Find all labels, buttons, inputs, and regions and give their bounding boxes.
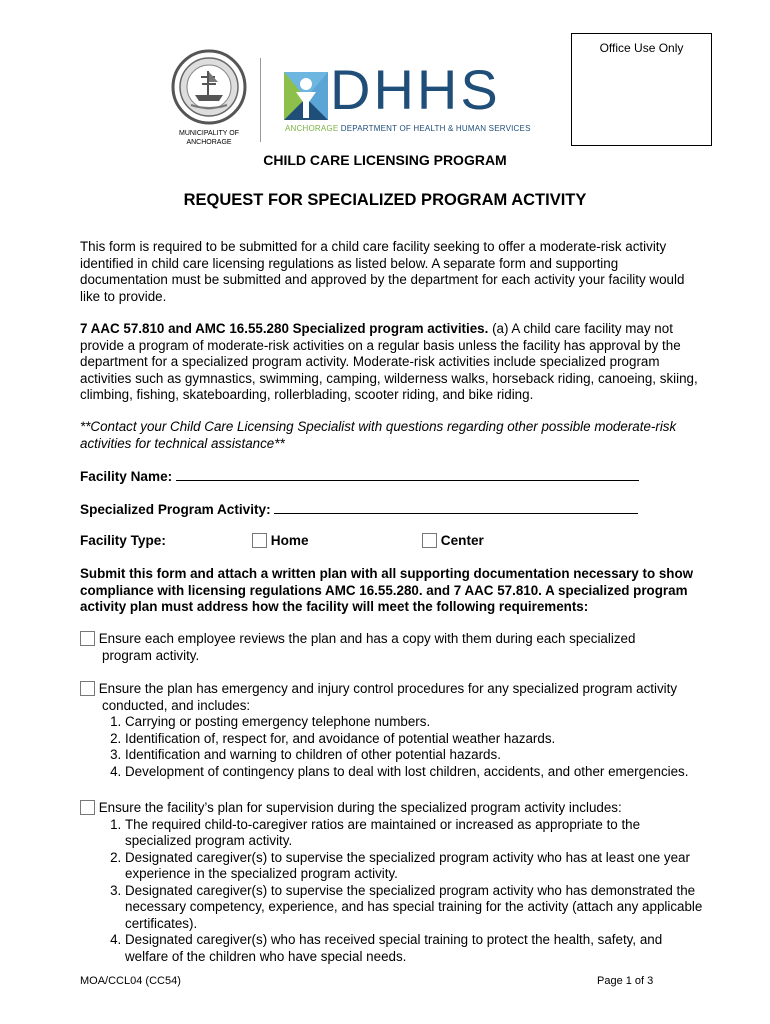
form-title: REQUEST FOR SPECIALIZED PROGRAM ACTIVITY [183,191,587,209]
type-home-checkbox[interactable] [252,533,267,548]
requirement-1-text-cont: program activity. [102,647,200,663]
dhhs-subtitle [285,124,531,133]
type-home-label: Home [270,533,309,548]
activity-label: Specialized Program Activity: [80,502,271,517]
regulation-text: (a) A child care facility may not provide a program of moderate-risk activities on a regular basis unless the facility has approval by the department for a specialized program activity. Moderate-risk activities include specialized program activities such as gymnastics, swimming, camping, wilderness walks, horseback riding, canoeing, skiing, climbing, fishing, skateboarding, rollerblading, scooter riding, and bike riding. [80,321,698,402]
requirement-3-list [80,817,705,966]
facility-name-input[interactable] [176,468,639,481]
dhhs-subtitle-rest: DEPARTMENT OF HEALTH & HUMAN SERVICES [338,124,531,133]
regulation-citation: 7 AAC 57.810 and AMC 16.55.280 Specialized program activities. [80,321,489,336]
type-center-option[interactable] [422,533,484,548]
requirement-2-checkbox[interactable] [80,681,95,696]
seal-caption-line-2: ANCHORAGE [186,139,232,146]
requirement-2 [80,681,705,780]
list-item: 1. Carrying or posting emergency telephone numbers. [125,714,705,731]
regulation-paragraph [80,321,705,404]
type-center-checkbox[interactable] [422,533,437,548]
logo-divider [260,58,261,142]
dhhs-figure-icon [284,72,328,120]
municipality-seal-logo [171,49,247,125]
facility-name-row [80,468,639,484]
list-item: 4. Designated caregiver(s) who has received special training to protect the health, safety, and welfare of the children who have special needs. [125,932,705,965]
intro-paragraph: This form is required to be submitted for a child care facility seeking to offer a moderate-risk activity identified in child care licensing regulations as listed below. A separate form and supporting documentation must be submitted and approved by the department for each activity your facility would like to provide. [80,239,685,304]
requirement-2-list [80,714,705,780]
program-title: CHILD CARE LICENSING PROGRAM [263,152,507,168]
seal-caption-line-1: MUNICIPALITY OF [178,130,240,137]
submit-instructions: Submit this form and attach a written plan with all supporting documentation necessary to show compliance with licensing regulations AMC 16.55.280. and 7 AAC 57.810. A specialized program activity plan must address how the facility will meet the following requirements: [80,566,694,614]
list-item: 2. Identification of, respect for, and avoidance of potential weather hazards. [125,731,705,748]
requirement-3-text: Ensure the facility’s plan for supervision during the specialized program activity includes: [98,800,622,815]
facility-type-label: Facility Type: [80,533,166,548]
list-item: 3. Identification and warning to children of other potential hazards. [125,747,705,764]
dhhs-wordmark: DHHS [330,58,501,121]
seal-caption [168,129,250,147]
dhhs-subtitle-highlight: ANCHORAGE [285,124,339,133]
form-id: MOA/CCL04 (CC54) [80,975,181,987]
requirement-1-text: Ensure each employee reviews the plan and has a copy with them during each specialized [98,631,636,646]
facility-name-label: Facility Name: [80,469,173,484]
type-center-label: Center [440,533,484,548]
office-use-label: Office Use Only [599,41,684,55]
requirement-1-checkbox[interactable] [80,631,95,646]
contact-note: **Contact your Child Care Licensing Specialist with questions regarding other possible moderate-risk activities for technical assistance** [80,419,677,451]
requirement-3-checkbox[interactable] [80,800,95,815]
type-home-option[interactable] [252,533,309,548]
list-item: 4. Development of contingency plans to deal with lost children, accidents, and other emergencies. [125,764,705,781]
list-item: 2. Designated caregiver(s) to supervise the specialized program activity who has at least one year experience in the specialized program activity. [125,850,705,883]
list-item: 3. Designated caregiver(s) to supervise the specialized program activity who has demonstrated the necessary competency, experience, and has special training for the activity (attach any applicable certificates). [125,883,705,933]
activity-row [80,501,638,517]
requirement-2-text: Ensure the plan has emergency and injury control procedures for any specialized program activity [98,681,678,696]
list-item: 1. The required child-to-caregiver ratios are maintained or increased as appropriate to the specialized program activity. [125,817,705,850]
office-use-box [571,33,712,146]
requirement-2-text-cont: conducted, and includes: [102,697,251,713]
page-number: Page 1 of 3 [597,975,654,987]
activity-input[interactable] [274,501,638,514]
requirement-3 [80,800,705,965]
requirement-1 [80,631,705,664]
